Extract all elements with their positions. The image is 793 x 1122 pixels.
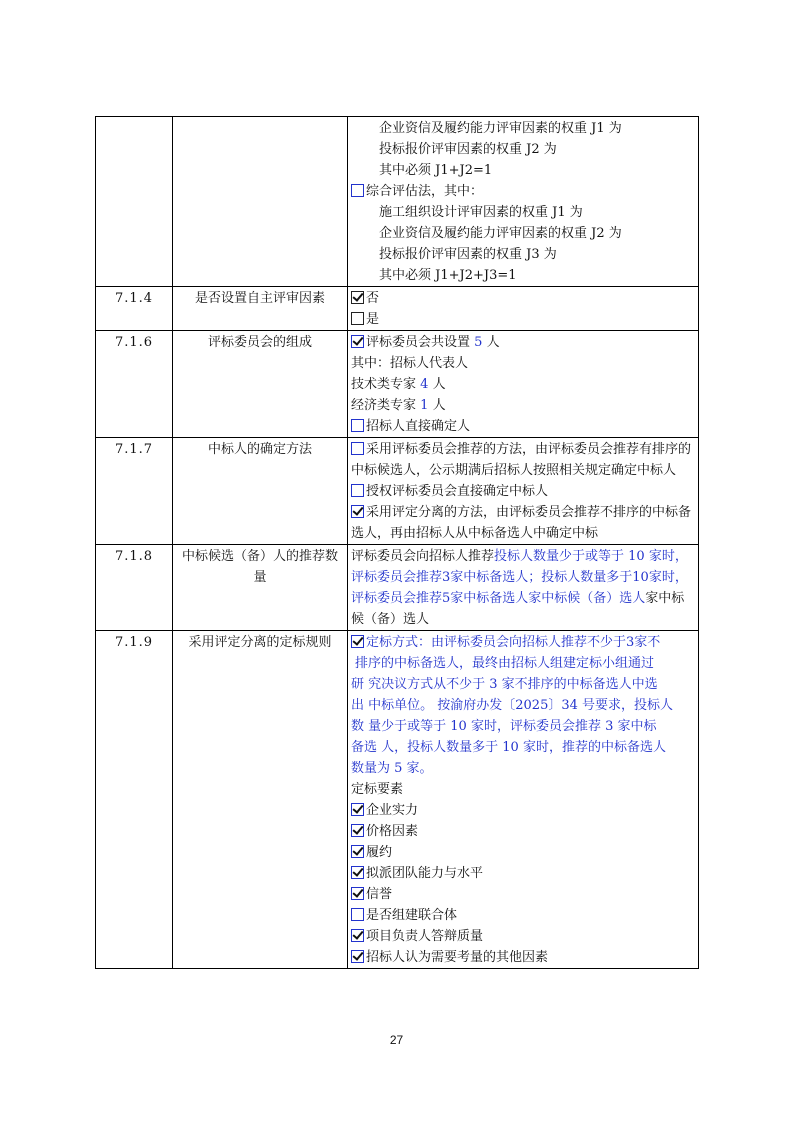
clause-content-cell <box>348 287 699 331</box>
checked-checkbox-icon[interactable] <box>351 335 364 348</box>
option-authorize-committee[interactable]: 授权评标委员会直接确定中标人 <box>351 481 695 502</box>
element-performance[interactable]: 履约 <box>351 842 695 863</box>
option-award-method[interactable]: 定标方式：由评标委员会向招标人推荐不少于3家不 <box>351 632 695 653</box>
clause-number-cell <box>96 117 173 287</box>
checked-checkbox-icon[interactable] <box>351 824 364 837</box>
clause-item: 中标人的确定方法 <box>173 438 348 545</box>
clause-number: 7.1.7 <box>96 438 173 545</box>
element-reputation[interactable]: 信誉 <box>351 884 695 905</box>
checked-checkbox-icon[interactable] <box>351 505 364 518</box>
checkbox-icon[interactable] <box>351 484 364 497</box>
option-comprehensive-evaluation[interactable]: 综合评估法，其中： <box>351 181 695 202</box>
award-elements-heading: 定标要素 <box>351 782 404 797</box>
clause-item: 是否设置自主评审因素 <box>173 287 348 331</box>
content-line: 施工组织设计评审因素的权重 J1 为 <box>379 205 583 220</box>
clause-content-cell <box>348 438 699 545</box>
checked-checkbox-icon[interactable] <box>351 845 364 858</box>
element-price[interactable]: 价格因素 <box>351 821 695 842</box>
clause-item: 中标候选（备）人的推荐数量 <box>173 545 348 631</box>
content-line: 排序的中标备选人，最终由招标人组建定标小组通过 <box>355 656 655 671</box>
content-line: 数量为 5 家。 <box>351 761 433 776</box>
clause-item: 评标委员会的组成 <box>173 331 348 438</box>
checkbox-icon[interactable] <box>351 442 364 455</box>
clause-number: 7.1.4 <box>96 287 173 331</box>
checked-checkbox-icon[interactable] <box>351 950 364 963</box>
option-separation-method[interactable]: 采用评定分离的方法，由评标委员会推荐不排序的中标备选人，再由招标人从中标备选人中确定中标 <box>351 505 692 541</box>
table-row <box>96 117 699 287</box>
option-no[interactable]: 否 <box>351 288 695 309</box>
content-line: 其中必须 J1+J2=1 <box>379 163 493 178</box>
checked-checkbox-icon[interactable] <box>351 929 364 942</box>
checkbox-icon[interactable] <box>351 312 364 325</box>
recommend-count-value: 投标人数量少于或等于 10 家时，评标委员会推荐3家中标备选人；投标人数量多于10家时，评标委员会推荐5家中标备选人家中标候（备）选人 <box>351 549 688 606</box>
clause-content-cell <box>348 631 699 969</box>
content-line: 研 究决议方式从不少于 3 家不排序的中标备选人中选 <box>351 677 658 692</box>
recommend-count-text: 评标委员会向招标人推荐投标人数量少于或等于 10 家时，评标委员会推荐3家中标备选人；投标人数量多于10家时，评标委员会推荐5家中标备选人家中标候（备）选人家中标候（备）选人 <box>351 549 688 627</box>
checkbox-icon[interactable] <box>351 908 364 921</box>
table-row <box>96 287 699 331</box>
option-ranked-recommendation[interactable]: 采用评标委员会推荐的方法，由评标委员会推荐有排序的中标候选人，公示期满后招标人按照相关规定确定中标人 <box>351 442 692 478</box>
option-yes[interactable]: 是 <box>351 309 695 330</box>
checked-checkbox-icon[interactable] <box>351 866 364 879</box>
table-row <box>96 545 699 631</box>
element-defense-quality[interactable]: 项目负责人答辩质量 <box>351 926 695 947</box>
content-line: 出 中标单位。 按渝府办发〔2025〕34 号要求，投标人 <box>351 698 674 713</box>
clause-item-cell <box>173 117 348 287</box>
content-line: 备选 人，投标人数量多于 10 家时，推荐的中标备选人 <box>351 740 666 755</box>
clause-number: 7.1.9 <box>96 631 173 969</box>
element-consortium[interactable]: 是否组建联合体 <box>351 905 695 926</box>
clause-content-cell <box>348 117 699 287</box>
checkbox-icon[interactable] <box>351 419 364 432</box>
table-row <box>96 438 699 545</box>
content-line: 经济类专家 1 人 <box>351 398 446 413</box>
option-direct-appoint[interactable]: 招标人直接确定人 <box>351 416 695 437</box>
content-line: 其中：招标人代表人 <box>351 356 469 371</box>
content-line: 投标报价评审因素的权重 J2 为 <box>379 142 557 157</box>
element-company-strength[interactable]: 企业实力 <box>351 800 695 821</box>
table-row <box>96 331 699 438</box>
element-other-factors[interactable]: 招标人认为需要考量的其他因素 <box>351 947 695 968</box>
clause-number: 7.1.8 <box>96 545 173 631</box>
content-line: 企业资信及履约能力评审因素的权重 J2 为 <box>379 226 622 241</box>
tech-experts-value: 4 <box>420 377 429 392</box>
content-line: 技术类专家 4 人 <box>351 377 446 392</box>
content-line: 企业资信及履约能力评审因素的权重 J1 为 <box>379 121 622 136</box>
content-line: 数 量少于或等于 10 家时，评标委员会推荐 3 家中标 <box>351 719 657 734</box>
committee-size-value: 5 <box>474 335 483 350</box>
econ-experts-value: 1 <box>420 398 429 413</box>
tender-rules-table <box>95 116 699 969</box>
content-line: 其中必须 J1+J2+J3=1 <box>379 268 517 283</box>
checked-checkbox-icon[interactable] <box>351 635 364 648</box>
clause-content-cell <box>348 545 699 631</box>
checked-checkbox-icon[interactable] <box>351 291 364 304</box>
clause-number: 7.1.6 <box>96 331 173 438</box>
page-number: 27 <box>389 1033 404 1047</box>
clause-content-cell <box>348 331 699 438</box>
content-line: 投标报价评审因素的权重 J3 为 <box>379 247 557 262</box>
checked-checkbox-icon[interactable] <box>351 887 364 900</box>
clause-item: 采用评定分离的定标规则 <box>173 631 348 969</box>
option-committee-size[interactable]: 评标委员会共设置 5 人 <box>351 332 695 353</box>
element-team-capability[interactable]: 拟派团队能力与水平 <box>351 863 695 884</box>
checked-checkbox-icon[interactable] <box>351 803 364 816</box>
checkbox-icon[interactable] <box>351 184 364 197</box>
table-row <box>96 631 699 969</box>
